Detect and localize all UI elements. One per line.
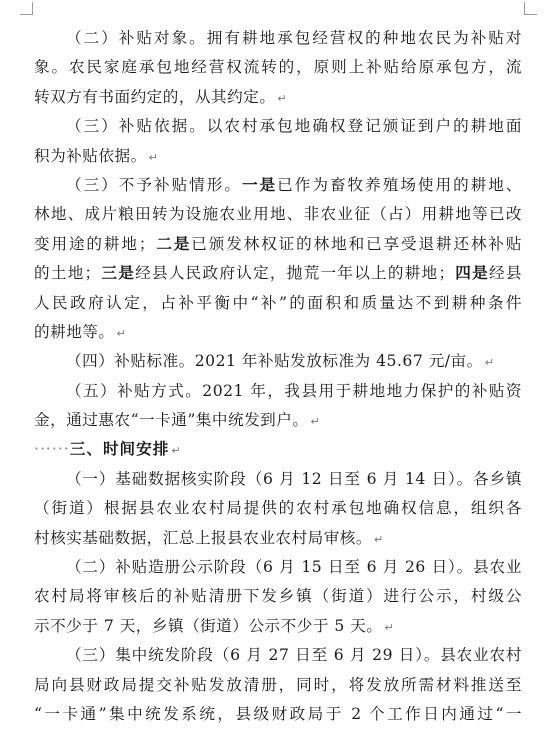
text-run: （三）不予补贴情形。 [66, 175, 242, 194]
paragraph-phase-2 [34, 553, 522, 641]
text-run: 已颁发林权证的林地和已享受退耕还林补贴 [191, 234, 522, 253]
document-body[interactable] [34, 24, 522, 729]
paragraph-mark-icon: ↵ [277, 91, 287, 105]
text-run: 变用途的耕地； [34, 234, 155, 253]
text-line [34, 83, 522, 112]
paragraph-phase-1 [34, 465, 522, 553]
text-line: （二）补贴对象。拥有耕地承包经营权的种地农民为补贴对 [66, 29, 522, 47]
paragraph-subsidy-basis [34, 112, 522, 171]
paragraph-subsidy-standard [34, 347, 522, 376]
paragraph-subsidy-method [34, 377, 522, 436]
text-line [34, 142, 522, 171]
paragraph-mark-icon: ↵ [310, 415, 320, 429]
paragraph-mark-icon: ↵ [484, 356, 494, 370]
section-heading-text: 三、时间安排 [69, 440, 170, 459]
text-line [34, 347, 522, 376]
text-line: 人民政府认定，占补平衡中“补”的面积和质量达不到耕种条件 [34, 293, 522, 312]
page-corner-mark-right [524, 2, 537, 15]
emphasis-fourth: 四是 [454, 264, 490, 283]
text-run: 金，通过惠农“一卡通”集中统发到户。 [34, 411, 309, 430]
text-line [34, 524, 522, 553]
text-run: 村核实基础数据，汇总上报县农业农村局审核。 [34, 528, 372, 547]
text-line [34, 612, 522, 641]
text-run: 的土地； [34, 264, 101, 283]
paragraph-mark-icon: ↵ [116, 326, 126, 340]
text-run: （四）补贴标准。2021 年补贴发放标准为 45.67 元/亩。 [66, 352, 483, 371]
emphasis-third: 三是 [100, 264, 136, 283]
text-line: “一卡通”集中统发系统，县级财政局于 2 个工作日内通过“一 [34, 704, 522, 723]
outline-dots: ······ [34, 440, 70, 459]
text-run: 经县人民政府认定，抛荒一年以上的耕地； [135, 264, 455, 283]
text-line [34, 230, 522, 259]
text-line: （一）基础数据核实阶段（6 月 12 日至 6 月 14 日）。各乡镇 [66, 469, 522, 488]
text-run: 积为补贴依据。 [34, 146, 147, 165]
text-line [34, 406, 522, 435]
paragraph-mark-icon: ↵ [148, 150, 158, 164]
text-line: 林地、成片粮田转为设施农业用地、非农业征（占）用耕地等已改 [34, 205, 522, 224]
text-run: 转双方有书面约定的，从其约定。 [34, 87, 276, 106]
text-line: 农村局将审核后的补贴清册下发乡镇（街道）进行公示，村级公 [34, 587, 522, 606]
section-heading [34, 435, 522, 464]
paragraph-subsidy-target [34, 24, 522, 112]
text-line [34, 171, 522, 200]
paragraph-mark-icon: ↵ [373, 532, 384, 546]
paragraph-phase-3 [34, 641, 522, 729]
text-line: 象。农民家庭承包地经营权流转的，原则上补贴给原承包方，流 [34, 58, 522, 77]
paragraph-no-subsidy-cases [34, 171, 522, 347]
text-run: 经县 [489, 264, 522, 283]
text-run: 示不少于 7 天，乡镇（街道）公示不少于 5 天。 [34, 616, 383, 635]
text-run: 已作为畜牧养殖场使用的耕地、 [277, 175, 522, 194]
text-line: （二）补贴造册公示阶段（6 月 15 日至 6 月 26 日）。县农业 [66, 558, 522, 577]
page-corner-mark-left [20, 2, 33, 15]
text-line: （街道）根据县农业农村局提供的农村承包地确权信息，组织各 [34, 499, 522, 518]
text-line: （五）补贴方式。2021 年，我县用于耕地地力保护的补贴资 [66, 381, 522, 400]
paragraph-mark-icon: ↵ [171, 444, 181, 458]
text-run: 的耕地等。 [34, 322, 115, 341]
emphasis-first: 一是 [241, 175, 278, 194]
text-line [34, 259, 522, 288]
text-line: 局向县财政局提交补贴发放清册，同时，将发放所需材料推送至 [34, 675, 522, 694]
paragraph-mark-icon: ↵ [384, 620, 394, 634]
text-line: （三）集中统发阶段（6 月 27 日至 6 月 29 日）。县农业农村 [66, 646, 522, 665]
text-line [34, 318, 522, 347]
text-line: （三）补贴依据。以农村承包地确权登记颁证到户的耕地面 [66, 117, 522, 136]
emphasis-second: 二是 [154, 234, 192, 253]
